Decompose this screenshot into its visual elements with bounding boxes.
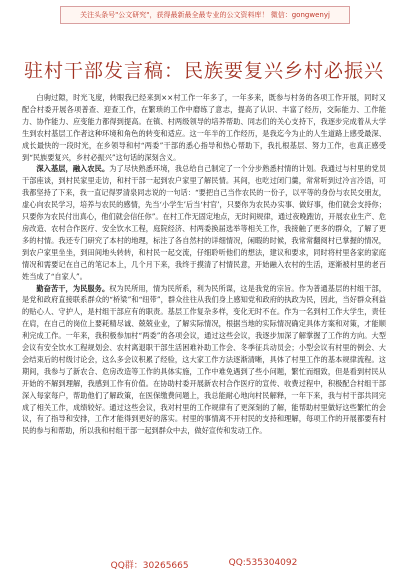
footer	[0, 558, 408, 571]
qq-group: QQ群：30265665	[110, 561, 189, 571]
page-title: 驻村干部发言稿：民族要复兴乡村必振兴	[23, 60, 384, 82]
section-heading: 深入基层，融入农民。	[36, 164, 110, 174]
section-heading: 勤奋苦干，为民服务。	[36, 283, 110, 293]
paragraph-section-1: 深入基层，融入农民。为了尽快熟悉环境，我总给自己制定了一个分步熟悉村情的计划。我通过与村里的党员干部座谈，到村民家里走访，和村干部一起到农户家里了解民情。其间，也吃过闭门羹，常常听到过冷言冷语，可我都坚持了下来，我一直记得罗清泉同志说的一句话：“要把自己当作农民的一份子，以平等的身份与农民交朋友，虚心向农民学习，培养与农民的感情，先当‘小学生’后当‘村官’，只要你为农民办实事、做好事，他们就会支持你；只要你为农民付出真心，他们就会信任你”。在村工作无固定地点，无时间规律，通过夜晚跑访，开展农业生产、危房改造、农村合作医疗、安全饮水工程，庭院经济、村两委换届选举等相关工作，我接触了更多的群众，了解了更多的村情。我还专门研究了本村的地理，标注了各自然村的详细情况，闲暇的时候，我常常翻阅村已掌握的情况，到农户家里坐坐，到田间地头转转，和村民一起交流，仔细聆听他们的想法，建议和要求，同时将村里各家的家庭情况和需要记在自己的笔记本上，几个月下来，我终于摸清了村情民意，开始融入农村的生活，逐渐被村里的老百姓当成了“自家人”。	[22, 164, 386, 281]
qq-number: QQ:535304092	[228, 558, 298, 568]
article-body	[22, 92, 386, 550]
promo-banner: 关注头条号"公文研究"，获得最新最全最专业的公文资料库！ 微信：gongwenyj	[60, 6, 350, 24]
paragraph-section-2: 勤奋苦干，为民服务。权为民所用，情为民所系，利为民所谋，这是我党的宗旨。作为普通基层的村组干部，是党和政府直接联系群众的“桥梁”和“纽带”，群众往往从我们身上感知党和政府的执政为民，因此，当好群众利益的贴心人、守护人，是村组干部应有的职责。基层工作复杂多样，变化无时不在。作为一名到村工作大学生，责任在肩，在自己的岗位上要耗精尽诚、兢兢业业，了解实际情况，根据当地的实际情况确定具体方案和对策，才能顺利完成工作。一年来，我积极参加村“两委”的各项会议，通过这些会议，我逐步加深了解掌握了工作的方向。大型会议有安全饮水工程规划会、农村离退职干部生活困难补助工作会、冬季征兵动员会；小型会议有村里的例会、大会结束后的村级讨论会，这么多会议积累了经验，这大家工作方法逐渐清晰，具体了村里工作的基本规律流程。这期间，我参与了新农合、危房改造等工作的具体实施，工作中难免遇到了些小问题，繁忙而细致，但是看到村民从开始的不解到理解，我感到工作有价值。在协助村委开展新农村合作医疗的宣传、收费过程中，积极配合村组干部深入每家每户，帮助他们了解政策，在医保缴费问题上，我总能耐心地向村民解释，一年下来，我与村干部共同完成了相关工作，成绩较好。通过这些会议，我对村里的工作规律有了更深刻的了解，能帮助村里做好这些繁忙的会议，有了指导和安排，工作才能得到更好的落实。村里的事情离不开村民的支持和理解，每项工作的开展都要有村民的参与和帮助，所以我和村组干部一起到群众中去，做好宣传和发动工作。	[22, 283, 386, 436]
paragraph-intro: 白驹过隙，时光飞度，转眼我已经来到××村工作一年多了，一年多来，既参与村务的各项工作开展，同时又配合村委开展各项普查、迎查工作，在繁琐的工作中磨练了意志，提高了认识、丰富了经历，交际能力、工作能力、协作能力、应变能力都得到提高。在镇、村两级领导的培养帮助、同志们的关心支持下，我逐步完成着从大学生到农村基层工作者这种环境和角色的转变和适应。这一年半的工作经历，是我迄今为止的人生道路上感受最深、成长最快的一段时光，在乡领导和村“两委”干部的悉心指导和热心帮助下，我扎根基层、努力工作，也真正感受到“民族要复兴，乡村必振兴”这句话的深刻含义。	[22, 93, 386, 162]
